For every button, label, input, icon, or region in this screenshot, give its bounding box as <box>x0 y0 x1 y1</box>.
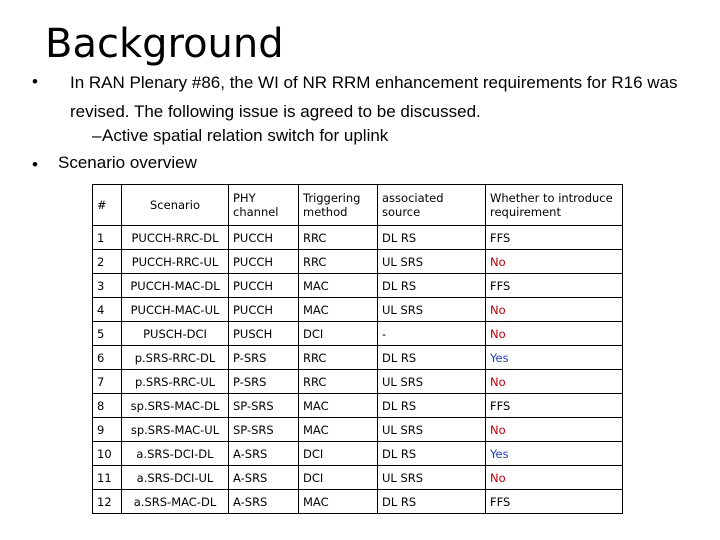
phy-channel-cell: PUCCH <box>229 226 299 250</box>
row-number: 11 <box>93 466 122 490</box>
table-row <box>93 442 623 466</box>
bullet-text-1: In RAN Plenary #86, the WI of NR RRM enhancement requirements for R16 was revised. The following issue is agreed to be discussed. <box>70 73 678 121</box>
triggering-method-cell: RRC <box>299 370 378 394</box>
row-number: 8 <box>93 394 122 418</box>
triggering-method-cell: MAC <box>299 274 378 298</box>
associated-source-cell: UL SRS <box>378 418 486 442</box>
requirement-cell: FFS <box>486 226 623 250</box>
phy-channel-cell: PUCCH <box>229 274 299 298</box>
requirement-cell: No <box>486 298 623 322</box>
triggering-method-cell: MAC <box>299 394 378 418</box>
header-requirement: Whether to introduce requirement <box>486 185 623 226</box>
table-row <box>93 418 623 442</box>
header-associated-source: associated source <box>378 185 486 226</box>
scenario-cell: a.SRS-DCI-DL <box>122 442 229 466</box>
scenario-cell: PUCCH-MAC-UL <box>122 298 229 322</box>
dash-marker: – <box>92 126 102 145</box>
phy-channel-cell: P-SRS <box>229 370 299 394</box>
phy-channel-cell: A-SRS <box>229 466 299 490</box>
row-number: 12 <box>93 490 122 514</box>
associated-source-cell: DL RS <box>378 274 486 298</box>
scenario-cell: PUCCH-MAC-DL <box>122 274 229 298</box>
triggering-method-cell: MAC <box>299 298 378 322</box>
table-row <box>93 370 623 394</box>
bullet-text-2: Scenario overview <box>58 153 197 172</box>
table-row <box>93 466 623 490</box>
associated-source-cell: DL RS <box>378 226 486 250</box>
phy-channel-cell: P-SRS <box>229 346 299 370</box>
scenario-cell: a.SRS-DCI-UL <box>122 466 229 490</box>
scenario-cell: p.SRS-RRC-DL <box>122 346 229 370</box>
triggering-method-cell: DCI <box>299 442 378 466</box>
associated-source-cell: UL SRS <box>378 250 486 274</box>
table-row <box>93 490 623 514</box>
table-row <box>93 226 623 250</box>
table-row <box>93 322 623 346</box>
requirement-cell: No <box>486 466 623 490</box>
table-header-row <box>93 185 623 226</box>
requirement-cell: No <box>486 418 623 442</box>
row-number: 9 <box>93 418 122 442</box>
scenario-cell: a.SRS-MAC-DL <box>122 490 229 514</box>
associated-source-cell: UL SRS <box>378 370 486 394</box>
table-row <box>93 394 623 418</box>
requirement-cell: No <box>486 322 623 346</box>
requirement-cell: FFS <box>486 394 623 418</box>
header-phy-channel: PHY channel <box>229 185 299 226</box>
requirement-cell: FFS <box>486 274 623 298</box>
header-number: # <box>93 185 122 226</box>
phy-channel-cell: A-SRS <box>229 490 299 514</box>
table-row <box>93 298 623 322</box>
row-number: 10 <box>93 442 122 466</box>
row-number: 4 <box>93 298 122 322</box>
slide-title: Background <box>45 21 284 67</box>
row-number: 1 <box>93 226 122 250</box>
table-row <box>93 250 623 274</box>
triggering-method-cell: RRC <box>299 226 378 250</box>
triggering-method-cell: RRC <box>299 346 378 370</box>
associated-source-cell: UL SRS <box>378 298 486 322</box>
scenario-cell: sp.SRS-MAC-DL <box>122 394 229 418</box>
requirement-cell: No <box>486 250 623 274</box>
sub-bullet-text: Active spatial relation switch for uplink <box>102 126 389 145</box>
triggering-method-cell: MAC <box>299 418 378 442</box>
row-number: 2 <box>93 250 122 274</box>
row-number: 5 <box>93 322 122 346</box>
triggering-method-cell: DCI <box>299 322 378 346</box>
bullet-marker: • <box>32 155 38 174</box>
table-row <box>93 346 623 370</box>
table-body <box>93 226 623 514</box>
phy-channel-cell: SP-SRS <box>229 394 299 418</box>
phy-channel-cell: A-SRS <box>229 442 299 466</box>
row-number: 7 <box>93 370 122 394</box>
associated-source-cell: DL RS <box>378 442 486 466</box>
phy-channel-cell: PUCCH <box>229 250 299 274</box>
associated-source-cell: - <box>378 322 486 346</box>
table-row <box>93 274 623 298</box>
associated-source-cell: DL RS <box>378 490 486 514</box>
associated-source-cell: UL SRS <box>378 466 486 490</box>
scenario-cell: PUCCH-RRC-UL <box>122 250 229 274</box>
associated-source-cell: DL RS <box>378 346 486 370</box>
requirement-cell: FFS <box>486 490 623 514</box>
bullet-marker: • <box>32 72 38 91</box>
row-number: 6 <box>93 346 122 370</box>
requirement-cell: Yes <box>486 346 623 370</box>
requirement-cell: No <box>486 370 623 394</box>
phy-channel-cell: PUCCH <box>229 298 299 322</box>
triggering-method-cell: DCI <box>299 466 378 490</box>
triggering-method-cell: MAC <box>299 490 378 514</box>
header-triggering-method: Triggering method <box>299 185 378 226</box>
scenario-cell: PUSCH-DCI <box>122 322 229 346</box>
header-scenario: Scenario <box>122 185 229 226</box>
scenario-cell: sp.SRS-MAC-UL <box>122 418 229 442</box>
scenario-table <box>92 184 623 514</box>
associated-source-cell: DL RS <box>378 394 486 418</box>
triggering-method-cell: RRC <box>299 250 378 274</box>
scenario-cell: p.SRS-RRC-UL <box>122 370 229 394</box>
requirement-cell: Yes <box>486 442 623 466</box>
phy-channel-cell: PUSCH <box>229 322 299 346</box>
row-number: 3 <box>93 274 122 298</box>
scenario-cell: PUCCH-RRC-DL <box>122 226 229 250</box>
phy-channel-cell: SP-SRS <box>229 418 299 442</box>
